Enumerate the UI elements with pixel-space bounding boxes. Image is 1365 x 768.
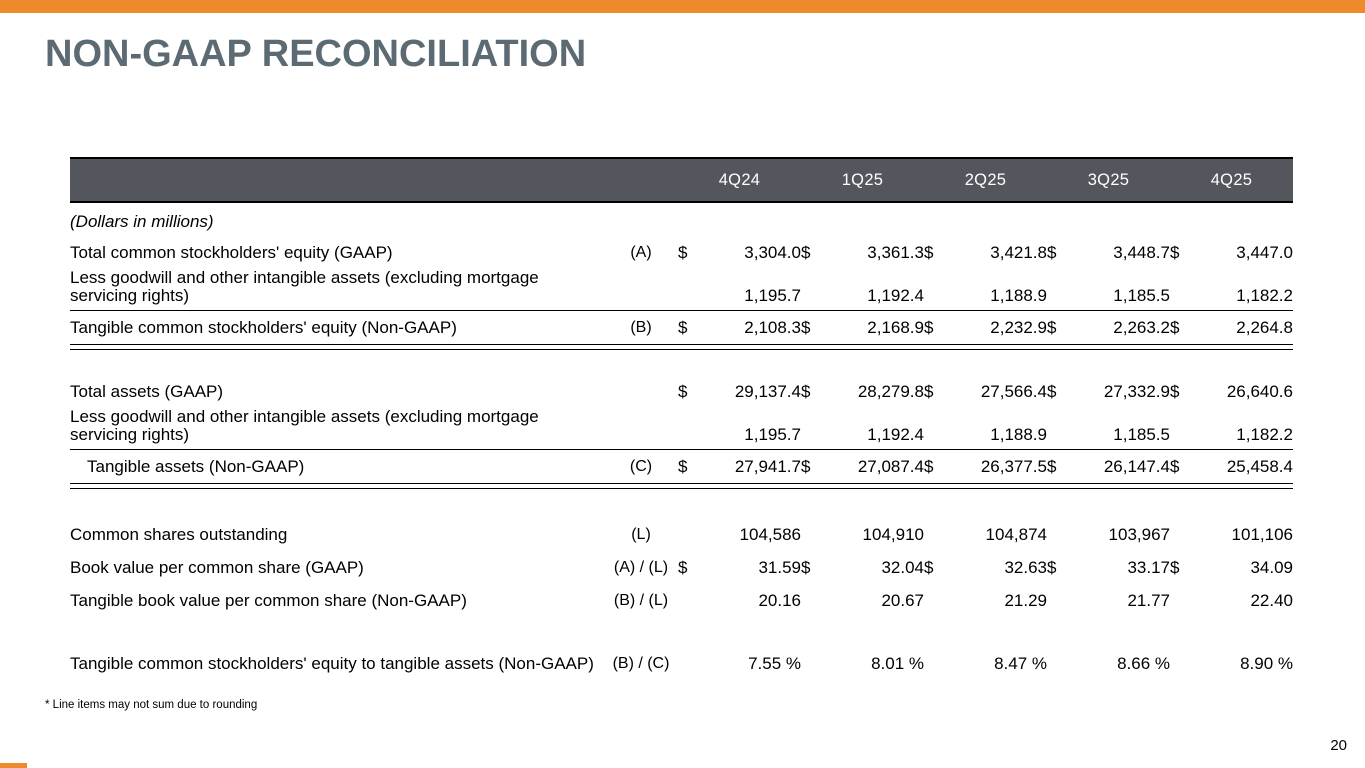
cell-value: 1,182.2 [1236,286,1293,305]
currency-symbol: $ [801,558,811,577]
cell-value: 21.29 [1004,591,1047,610]
row-label: Total common stockholders' equity (GAAP) [70,243,393,262]
currency-symbol: $ [1047,318,1057,337]
cell-value: 104,910 [862,525,924,544]
column-header-1q25: 1Q25 [841,170,884,189]
cell-value: 3,448.7 [1113,243,1170,262]
row-label: Common shares outstanding [70,525,288,544]
row-ref: (A) [630,244,652,261]
row-label: Book value per common share (GAAP) [70,558,364,577]
cell-value: 8.90 % [1240,654,1293,673]
bottom-accent-chip [0,763,27,768]
row-label: Tangible book value per common share (Non-GAAP) [70,591,467,610]
table-row [70,559,1293,580]
cell-value: 2,168.9 [867,318,924,337]
cell-value: 20.16 [758,591,801,610]
table-row [70,383,1293,404]
column-header-2q25: 2Q25 [964,170,1007,189]
table-row [70,458,1293,480]
table-header-row [70,157,1293,203]
currency-symbol: $ [678,318,688,337]
currency-symbol: $ [801,457,811,476]
currency-symbol: $ [924,382,934,401]
currency-symbol: $ [1170,243,1180,262]
double-divider-line [70,344,1293,350]
cell-value: 29,137.4 [734,382,801,401]
cell-value: 101,106 [1231,525,1293,544]
currency-symbol: $ [678,558,688,577]
currency-symbol: $ [924,243,934,262]
currency-symbol: $ [1170,558,1180,577]
divider-line [70,449,1293,450]
table-row [70,526,1293,547]
currency-symbol: $ [924,558,934,577]
cell-value: 2,232.9 [990,318,1047,337]
currency-symbol: $ [678,457,688,476]
row-ref: (B) [630,319,652,336]
page-number: 20 [1330,737,1347,754]
currency-symbol: $ [1047,558,1057,577]
double-divider-line [70,483,1293,489]
cell-value: 26,640.6 [1226,382,1293,401]
cell-value: 104,586 [739,525,801,544]
cell-value: 1,185.5 [1113,425,1170,444]
cell-value: 28,279.8 [857,382,924,401]
cell-value: 33.17 [1127,558,1170,577]
table-row [70,655,1293,676]
column-header-3q25: 3Q25 [1087,170,1130,189]
row-label: Tangible common stockholders' equity to tangible assets (Non-GAAP) [70,654,594,673]
cell-value: 104,874 [985,525,1047,544]
table-row [70,269,1293,307]
row-ref: (L) [631,526,651,543]
cell-value: 32.04 [881,558,924,577]
row-ref: (C) [629,458,653,475]
cell-value: 1,195.7 [744,286,801,305]
row-label: Total assets (GAAP) [70,382,224,401]
cell-value: 2,264.8 [1236,318,1293,337]
currency-symbol: $ [801,243,811,262]
page-title: NON-GAAP RECONCILIATION [45,33,587,75]
table-row [70,244,1293,265]
currency-symbol: $ [1047,243,1057,262]
cell-value: 1,185.5 [1113,286,1170,305]
cell-value: 27,087.4 [857,457,924,476]
cell-value: 20.67 [881,591,924,610]
cell-value: 21.77 [1127,591,1170,610]
currency-symbol: $ [924,318,934,337]
cell-value: 1,182.2 [1236,425,1293,444]
cell-value: 2,108.3 [744,318,801,337]
row-ref: (B) / (L) [613,592,669,609]
currency-symbol: $ [678,382,688,401]
cell-value: 103,967 [1108,525,1170,544]
cell-value: 8.01 % [871,654,924,673]
cell-value: 1,192.4 [867,286,924,305]
currency-symbol: $ [924,457,934,476]
currency-symbol: $ [678,243,688,262]
currency-symbol: $ [1170,382,1180,401]
table-row [70,319,1293,341]
units-note: (Dollars in millions) [70,212,214,231]
cell-value: 1,188.9 [990,425,1047,444]
row-label: Tangible assets (Non-GAAP) [87,457,305,476]
cell-value: 27,332.9 [1103,382,1170,401]
cell-value: 26,377.5 [980,457,1047,476]
cell-value: 22.40 [1250,591,1293,610]
cell-value: 32.63 [1004,558,1047,577]
reconciliation-table [70,157,1293,676]
currency-symbol: $ [1170,318,1180,337]
currency-symbol: $ [801,382,811,401]
column-header-4q24: 4Q24 [718,170,761,189]
cell-value: 1,195.7 [744,425,801,444]
row-label: Less goodwill and other intangible assets (excluding mortgage servicing rights) [70,407,539,444]
row-ref: (B) / (C) [612,655,670,672]
cell-value: 3,361.3 [867,243,924,262]
column-header-4q25: 4Q25 [1210,170,1253,189]
cell-value: 8.66 % [1117,654,1170,673]
cell-value: 3,304.0 [744,243,801,262]
currency-symbol: $ [1047,382,1057,401]
divider-line [70,310,1293,311]
row-label: Tangible common stockholders' equity (Non-GAAP) [70,318,457,337]
cell-value: 34.09 [1250,558,1293,577]
currency-symbol: $ [1170,457,1180,476]
cell-value: 27,566.4 [980,382,1047,401]
cell-value: 31.59 [758,558,801,577]
top-accent-bar [0,0,1365,13]
cell-value: 2,263.2 [1113,318,1170,337]
currency-symbol: $ [801,318,811,337]
table-row [70,592,1293,613]
cell-value: 26,147.4 [1103,457,1170,476]
cell-value: 25,458.4 [1226,457,1293,476]
cell-value: 3,421.8 [990,243,1047,262]
cell-value: 3,447.0 [1236,243,1293,262]
cell-value: 8.47 % [994,654,1047,673]
footnote: * Line items may not sum due to rounding [45,699,258,711]
row-label: Less goodwill and other intangible assets (excluding mortgage servicing rights) [70,268,539,305]
cell-value: 1,192.4 [867,425,924,444]
currency-symbol: $ [1047,457,1057,476]
row-ref: (A) / (L) [613,559,669,576]
cell-value: 27,941.7 [734,457,801,476]
cell-value: 7.55 % [748,654,801,673]
table-row [70,408,1293,446]
cell-value: 1,188.9 [990,286,1047,305]
